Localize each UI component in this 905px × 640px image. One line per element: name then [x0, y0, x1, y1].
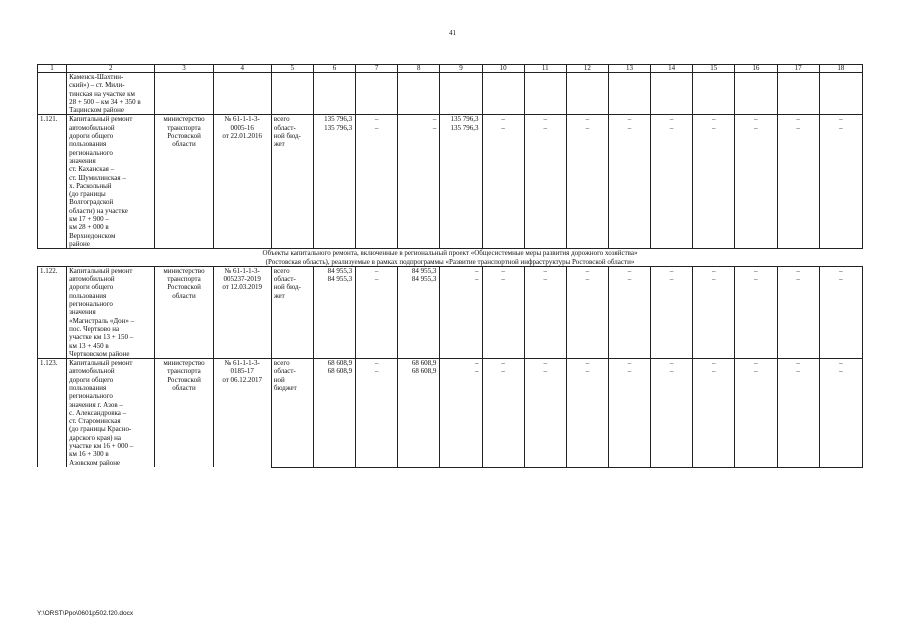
- column-number-header: [38, 65, 863, 73]
- column-number-cell: 17: [777, 65, 819, 73]
- empty-cell: [213, 73, 271, 115]
- capital-repair-table: [37, 64, 863, 468]
- column-number-cell: 9: [440, 65, 482, 73]
- empty-cell: [313, 73, 355, 115]
- object-description-line: Азовском районе: [69, 458, 121, 467]
- value-cell: –: [524, 124, 566, 249]
- customer-cell-line: министерство: [163, 115, 205, 124]
- value-cell: –: [693, 266, 735, 275]
- value-cell: 135 796,3: [313, 115, 355, 124]
- document-cell-line: 005237-2019: [223, 275, 261, 284]
- funding-source-cell: [271, 359, 313, 368]
- column-number-cell: 2: [67, 65, 155, 73]
- value-cell: 68 608,9: [313, 367, 355, 467]
- customer-cell: [155, 115, 213, 249]
- document-cell-line: № 61-1-1-3-: [224, 359, 260, 368]
- document-cell-line: от 12.03.2019: [222, 283, 263, 292]
- funding-source-cell-line: ной бюд-: [273, 283, 301, 292]
- value-cell: –: [482, 266, 524, 275]
- object-description-line: значения: [69, 156, 96, 165]
- customer-cell-line: транспорта: [167, 367, 201, 376]
- value-cell: –: [735, 367, 777, 467]
- object-description-line: дороги общего: [69, 132, 114, 141]
- value-cell: 135 796,3: [440, 115, 482, 124]
- object-description-line: Капитальный ремонт: [69, 359, 133, 368]
- funding-source-cell: [271, 124, 313, 249]
- value-cell: –: [608, 115, 650, 124]
- document-cell-line: № 61-1-1-3-: [224, 266, 260, 275]
- value-cell: –: [440, 275, 482, 358]
- object-description-line: х. Раскольный: [69, 181, 112, 190]
- empty-cell: [819, 73, 862, 115]
- document-cell-line: 0185-17: [230, 367, 254, 376]
- empty-cell: [155, 73, 213, 115]
- value-cell: –: [356, 115, 398, 124]
- value-cell: –: [398, 115, 440, 124]
- value-cell: –: [651, 359, 693, 368]
- value-cell: –: [777, 359, 819, 368]
- document-cell: [213, 115, 271, 249]
- file-path-footer: Y:\ORST\Ppo\0601p502.f20.docx: [37, 610, 134, 617]
- empty-cell: [356, 73, 398, 115]
- value-cell: –: [356, 124, 398, 249]
- object-description-line: с. Александровка –: [69, 408, 127, 417]
- funding-source-cell-line: област-: [273, 123, 296, 132]
- value-cell: –: [524, 266, 566, 275]
- funding-source-cell-line: всего: [273, 115, 290, 124]
- value-cell: –: [482, 359, 524, 368]
- value-cell: –: [356, 367, 398, 467]
- value-cell: –: [735, 266, 777, 275]
- customer-cell-line: министерство: [163, 266, 205, 275]
- empty-cell: [524, 73, 566, 115]
- empty-cell: [651, 73, 693, 115]
- document-cell: [213, 266, 271, 358]
- value-cell: –: [693, 359, 735, 368]
- value-cell: 68 608,9: [398, 359, 440, 368]
- page-number: 41: [449, 29, 456, 37]
- table-row: [38, 115, 863, 124]
- column-number-cell: 18: [819, 65, 862, 73]
- object-description: [67, 266, 155, 358]
- row-number-cell: 1.123.: [38, 359, 67, 468]
- column-number-cell: 5: [271, 65, 313, 73]
- value-cell: –: [651, 266, 693, 275]
- object-description-line: Тацинском районе: [69, 106, 124, 115]
- continued-row: [38, 73, 863, 115]
- empty-cell: [735, 73, 777, 115]
- funding-source-cell: [271, 275, 313, 358]
- object-description-line: тинская на участке км: [69, 89, 135, 98]
- table-row: [38, 359, 863, 368]
- value-cell: –: [608, 124, 650, 249]
- object-description-line: Верхнедонском: [69, 231, 116, 240]
- object-description-line: дороги общего: [69, 375, 114, 384]
- empty-cell: [566, 73, 608, 115]
- object-description: [67, 359, 155, 468]
- customer-cell-line: Ростовской: [167, 375, 201, 384]
- value-cell: –: [819, 115, 862, 124]
- object-description-line: (до границы Красно-: [69, 425, 132, 434]
- value-cell: –: [651, 124, 693, 249]
- empty-cell: [482, 73, 524, 115]
- object-description-line: км 13 + 450 в: [69, 341, 109, 350]
- object-description-line: районе: [69, 239, 90, 248]
- object-description-line: автомобильной: [69, 123, 115, 132]
- object-description-line: км 28 + 000 в: [69, 223, 109, 232]
- object-description-line: значения: [69, 308, 96, 317]
- funding-source-cell: [271, 367, 313, 467]
- document-cell-line: № 61-1-1-3-: [224, 115, 260, 124]
- customer-cell-line: транспорта: [167, 275, 201, 284]
- customer-cell: [155, 266, 213, 358]
- value-cell: –: [524, 359, 566, 368]
- value-cell: –: [819, 359, 862, 368]
- value-cell: –: [651, 275, 693, 358]
- funding-source-cell: [271, 266, 313, 275]
- table-row: [38, 266, 863, 275]
- value-cell: –: [693, 115, 735, 124]
- table-body: [38, 65, 863, 468]
- object-description-line: пос. Чертково на: [69, 324, 120, 333]
- value-cell: –: [608, 275, 650, 358]
- column-number-cell: 15: [693, 65, 735, 73]
- value-cell: –: [693, 275, 735, 358]
- customer-cell-line: Ростовской: [167, 132, 201, 141]
- object-description-line: автомобильной: [69, 367, 115, 376]
- value-cell: 84 955,3: [313, 275, 355, 358]
- object-description-line: области) на участке: [69, 206, 128, 215]
- empty-cell: [693, 73, 735, 115]
- empty-cell: [271, 73, 313, 115]
- value-cell: –: [608, 359, 650, 368]
- value-cell: –: [398, 124, 440, 249]
- object-description-line: регионального: [69, 392, 113, 401]
- document-cell-line: от 22.01.2016: [222, 132, 263, 141]
- value-cell: –: [693, 124, 735, 249]
- customer-cell-line: Ростовской: [167, 283, 201, 292]
- value-cell: 135 796,3: [440, 124, 482, 249]
- object-description-line: дарского края) на: [69, 433, 122, 442]
- section-title-line: Объекты капитального ремонта, включенные в региональный проект «Общесистемные меры развития дорожного хозяйства»: [262, 249, 638, 258]
- object-description-line: пользования: [69, 291, 107, 300]
- value-cell: –: [356, 266, 398, 275]
- column-number-cell: 11: [524, 65, 566, 73]
- object-description-line: дороги общего: [69, 283, 114, 292]
- value-cell: –: [566, 275, 608, 358]
- column-number-cell: 16: [735, 65, 777, 73]
- value-cell: –: [651, 367, 693, 467]
- value-cell: –: [482, 124, 524, 249]
- value-cell: –: [735, 115, 777, 124]
- value-cell: –: [566, 124, 608, 249]
- column-number-cell: 4: [213, 65, 271, 73]
- value-cell: –: [356, 275, 398, 358]
- object-description: [67, 115, 155, 249]
- value-cell: –: [440, 359, 482, 368]
- object-description-line: участке км 13 + 150 –: [69, 333, 134, 342]
- funding-source-cell-line: всего: [273, 359, 290, 368]
- value-cell: –: [777, 115, 819, 124]
- customer-cell-line: министерство: [163, 359, 205, 368]
- customer-cell-line: транспорта: [167, 123, 201, 132]
- object-description-line: Чертковском районе: [69, 349, 130, 358]
- section-title: [38, 249, 863, 267]
- column-number-cell: 12: [566, 65, 608, 73]
- value-cell: –: [819, 367, 862, 467]
- value-cell: –: [651, 115, 693, 124]
- object-description-line: ский») – ст. Мили-: [69, 81, 125, 90]
- row-number-cell: [38, 73, 67, 115]
- object-description-line: Каменск-Шахтин-: [69, 73, 124, 81]
- object-description-line: регионального: [69, 148, 113, 157]
- object-description-line: км 17 + 900 –: [69, 215, 109, 224]
- funding-source-cell: [271, 115, 313, 124]
- object-description-line: 28 + 500 – км 34 + 350 в: [69, 97, 141, 106]
- object-description: [67, 73, 155, 115]
- value-cell: –: [566, 266, 608, 275]
- empty-cell: [440, 73, 482, 115]
- document-cell-line: от 06.12.2017: [222, 375, 263, 384]
- column-number-cell: 3: [155, 65, 213, 73]
- value-cell: –: [608, 367, 650, 467]
- empty-cell: [608, 73, 650, 115]
- value-cell: –: [735, 124, 777, 249]
- column-number-cell: 1: [38, 65, 67, 73]
- value-cell: –: [819, 275, 862, 358]
- column-number-cell: 7: [356, 65, 398, 73]
- object-description-line: участке км 16 + 000 –: [69, 442, 134, 451]
- value-cell: –: [482, 367, 524, 467]
- funding-source-cell-line: бюджет: [273, 383, 297, 392]
- column-number-cell: 13: [608, 65, 650, 73]
- value-cell: –: [777, 266, 819, 275]
- value-cell: –: [524, 115, 566, 124]
- document-cell: [213, 359, 271, 468]
- funding-source-cell-line: област-: [273, 367, 296, 376]
- object-description-line: пользования: [69, 140, 107, 149]
- object-description-line: ст. Шумилинская –: [69, 173, 126, 182]
- value-cell: –: [566, 115, 608, 124]
- value-cell: –: [608, 266, 650, 275]
- value-cell: –: [777, 367, 819, 467]
- value-cell: 84 955,3: [398, 266, 440, 275]
- value-cell: –: [524, 367, 566, 467]
- value-cell: –: [777, 124, 819, 249]
- object-description-line: ст. Староминская: [69, 417, 121, 426]
- value-cell: 135 796,3: [313, 124, 355, 249]
- funding-source-cell-line: област-: [273, 275, 296, 284]
- column-number-cell: 8: [398, 65, 440, 73]
- column-number-cell: 10: [482, 65, 524, 73]
- object-description-line: Капитальный ремонт: [69, 115, 133, 124]
- object-description-line: пользования: [69, 383, 107, 392]
- empty-cell: [398, 73, 440, 115]
- customer-cell-line: области: [172, 140, 196, 149]
- row-number-cell: 1.122.: [38, 266, 67, 358]
- object-description-line: значения г. Азов –: [69, 400, 123, 409]
- value-cell: –: [356, 359, 398, 368]
- funding-source-cell-line: ной: [273, 375, 285, 384]
- empty-cell: [777, 73, 819, 115]
- value-cell: –: [566, 367, 608, 467]
- value-cell: 68 608,9: [313, 359, 355, 368]
- value-cell: –: [735, 359, 777, 368]
- object-description-line: автомобильной: [69, 275, 115, 284]
- funding-source-cell-line: жет: [273, 291, 285, 300]
- value-cell: 84 955,3: [398, 275, 440, 358]
- value-cell: –: [440, 367, 482, 467]
- funding-source-cell-line: жет: [273, 140, 285, 149]
- value-cell: –: [482, 275, 524, 358]
- section-title-line: (Ростовская область), реализуемые в рамках подпрограммы «Развитие транспортной инфраструктуры Ростовской области»: [265, 257, 635, 266]
- value-cell: 84 955,3: [313, 266, 355, 275]
- object-description-line: Волгоградской: [69, 198, 114, 207]
- funding-source-cell-line: ной бюд-: [273, 132, 301, 141]
- value-cell: –: [693, 367, 735, 467]
- column-number-cell: 14: [651, 65, 693, 73]
- object-description-line: км 16 + 300 в: [69, 450, 109, 459]
- value-cell: 68 608,9: [398, 367, 440, 467]
- value-cell: –: [777, 275, 819, 358]
- object-description-line: Капитальный ремонт: [69, 266, 133, 275]
- object-description-line: регионального: [69, 300, 113, 309]
- object-description-line: «Магистраль «Дон» –: [69, 316, 135, 325]
- object-description-line: ст. Каханская –: [69, 165, 115, 174]
- value-cell: –: [819, 124, 862, 249]
- object-description-line: (до границы: [69, 190, 106, 199]
- document-cell-line: 0005-16: [230, 123, 254, 132]
- value-cell: –: [440, 266, 482, 275]
- row-number-cell: 1.121.: [38, 115, 67, 249]
- customer-cell-line: области: [172, 383, 196, 392]
- value-cell: –: [819, 266, 862, 275]
- customer-cell: [155, 359, 213, 468]
- customer-cell-line: области: [172, 291, 196, 300]
- value-cell: –: [735, 275, 777, 358]
- funding-source-cell-line: всего: [273, 266, 290, 275]
- column-number-cell: 6: [313, 65, 355, 73]
- value-cell: –: [524, 275, 566, 358]
- value-cell: –: [566, 359, 608, 368]
- value-cell: –: [482, 115, 524, 124]
- section-header-row: [38, 249, 863, 267]
